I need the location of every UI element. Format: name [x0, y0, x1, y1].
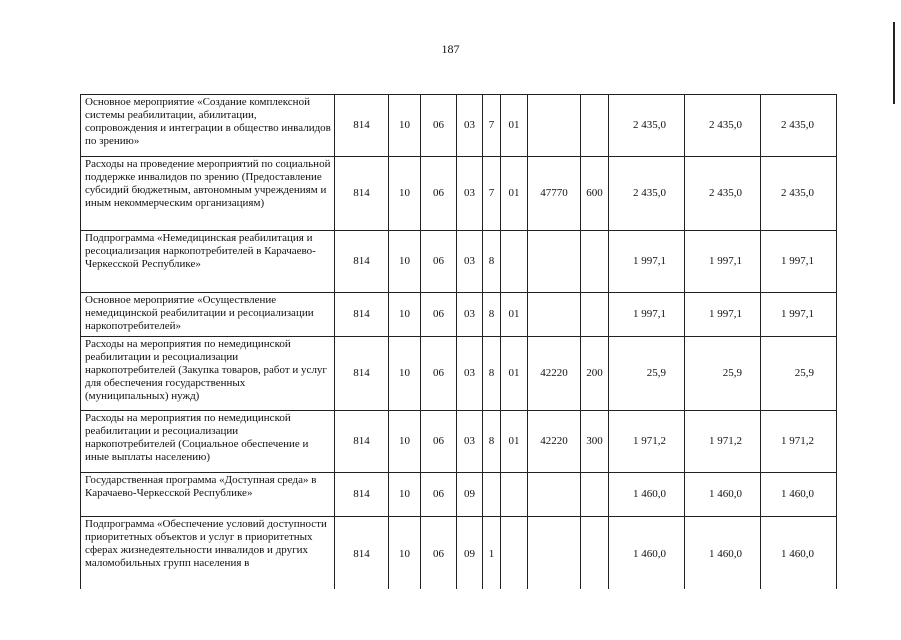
- expense-type-code: [581, 517, 609, 593]
- row-name: Подпрограмма «Обеспечение условий доступности приоритетных объектов и услуг в приоритетных сферах жизнедеятельности инвалидов и других маломобильных групп населения в: [81, 517, 335, 593]
- expense-type-code: [581, 473, 609, 517]
- amount-year-3: 1 997,1: [761, 231, 837, 293]
- table-row: [81, 411, 837, 473]
- subsection-code: 06: [421, 231, 457, 293]
- subsection-code: 06: [421, 95, 457, 157]
- amount-year-1: 1 971,2: [609, 411, 685, 473]
- grbs-code: 814: [335, 517, 389, 593]
- table-row: [81, 157, 837, 231]
- target-article-code: [528, 293, 581, 337]
- event-code: [501, 517, 528, 593]
- amount-year-2: 2 435,0: [685, 95, 761, 157]
- row-name: Государственная программа «Доступная среда» в Карачаево-Черкесской Республике»: [81, 473, 335, 517]
- amount-year-1: 2 435,0: [609, 95, 685, 157]
- amount-year-2: 1 460,0: [685, 517, 761, 593]
- target-article-code: [528, 231, 581, 293]
- subsection-code: 06: [421, 157, 457, 231]
- grbs-code: 814: [335, 293, 389, 337]
- target-article-code: 42220: [528, 337, 581, 411]
- target-article-code: [528, 95, 581, 157]
- amount-year-1: 2 435,0: [609, 157, 685, 231]
- amount-year-1: 1 460,0: [609, 517, 685, 593]
- row-name: Основное мероприятие «Осуществление немедицинской реабилитации и ресоциализации наркопотребителей»: [81, 293, 335, 337]
- subprogram-code: 7: [483, 95, 501, 157]
- amount-year-3: 2 435,0: [761, 157, 837, 231]
- expense-type-code: [581, 293, 609, 337]
- amount-year-2: 1 997,1: [685, 293, 761, 337]
- row-name: Расходы на мероприятия по немедицинской реабилитации и ресоциализации наркопотребителей (Закупка товаров, работ и услуг для обеспечения государственных (муниципальных) нужд): [81, 337, 335, 411]
- row-name: Расходы на проведение мероприятий по социальной поддержке инвалидов по зрению (Предоставление субсидий бюджетным, автономным учреждениям и иным некоммерческим организациям): [81, 157, 335, 231]
- subprogram-code: 8: [483, 293, 501, 337]
- program-code: 03: [457, 95, 483, 157]
- program-code: 03: [457, 293, 483, 337]
- expense-type-code: 600: [581, 157, 609, 231]
- amount-year-1: 1 997,1: [609, 231, 685, 293]
- event-code: 01: [501, 95, 528, 157]
- program-code: 09: [457, 517, 483, 593]
- amount-year-3: 1 460,0: [761, 517, 837, 593]
- section-code: 10: [389, 337, 421, 411]
- event-code: 01: [501, 337, 528, 411]
- event-code: [501, 231, 528, 293]
- program-code: 03: [457, 231, 483, 293]
- target-article-code: [528, 517, 581, 593]
- amount-year-2: 25,9: [685, 337, 761, 411]
- section-code: 10: [389, 473, 421, 517]
- section-code: 10: [389, 517, 421, 593]
- subprogram-code: 7: [483, 157, 501, 231]
- amount-year-2: 2 435,0: [685, 157, 761, 231]
- subsection-code: 06: [421, 517, 457, 593]
- subprogram-code: [483, 473, 501, 517]
- grbs-code: 814: [335, 337, 389, 411]
- grbs-code: 814: [335, 231, 389, 293]
- table-row: [81, 337, 837, 411]
- subprogram-code: 1: [483, 517, 501, 593]
- expense-type-code: 300: [581, 411, 609, 473]
- subsection-code: 06: [421, 473, 457, 517]
- grbs-code: 814: [335, 157, 389, 231]
- program-code: 09: [457, 473, 483, 517]
- target-article-code: [528, 473, 581, 517]
- event-code: 01: [501, 411, 528, 473]
- expense-type-code: [581, 95, 609, 157]
- grbs-code: 814: [335, 411, 389, 473]
- expense-type-code: [581, 231, 609, 293]
- subprogram-code: 8: [483, 411, 501, 473]
- table-row: [81, 231, 837, 293]
- program-code: 03: [457, 337, 483, 411]
- target-article-code: 47770: [528, 157, 581, 231]
- target-article-code: 42220: [528, 411, 581, 473]
- subsection-code: 06: [421, 411, 457, 473]
- amount-year-3: 2 435,0: [761, 95, 837, 157]
- event-code: 01: [501, 293, 528, 337]
- section-code: 10: [389, 95, 421, 157]
- subsection-code: 06: [421, 337, 457, 411]
- row-name: Основное мероприятие «Создание комплексной системы реабилитации, абилитации, сопровождения и интеграции в общество инвалидов по зрению»: [81, 95, 335, 157]
- expense-type-code: 200: [581, 337, 609, 411]
- amount-year-2: 1 971,2: [685, 411, 761, 473]
- subsection-code: 06: [421, 293, 457, 337]
- amount-year-1: 1 997,1: [609, 293, 685, 337]
- program-code: 03: [457, 157, 483, 231]
- table-row: [81, 95, 837, 157]
- amount-year-2: 1 997,1: [685, 231, 761, 293]
- amount-year-1: 1 460,0: [609, 473, 685, 517]
- page-bottom-margin: [79, 589, 839, 640]
- event-code: 01: [501, 157, 528, 231]
- row-name: Расходы на мероприятия по немедицинской реабилитации и ресоциализации наркопотребителей (Социальное обеспечение и иные выплаты населению): [81, 411, 335, 473]
- subprogram-code: 8: [483, 337, 501, 411]
- table-row: [81, 517, 837, 593]
- amount-year-1: 25,9: [609, 337, 685, 411]
- section-code: 10: [389, 231, 421, 293]
- grbs-code: 814: [335, 473, 389, 517]
- table-row: [81, 293, 837, 337]
- amount-year-3: 1 460,0: [761, 473, 837, 517]
- amount-year-3: 1 971,2: [761, 411, 837, 473]
- table-row: [81, 473, 837, 517]
- amount-year-2: 1 460,0: [685, 473, 761, 517]
- grbs-code: 814: [335, 95, 389, 157]
- subprogram-code: 8: [483, 231, 501, 293]
- row-name: Подпрограмма «Немедицинская реабилитация и ресоциализация наркопотребителей в Карачаево-Черкесской Республике»: [81, 231, 335, 293]
- section-code: 10: [389, 157, 421, 231]
- amount-year-3: 25,9: [761, 337, 837, 411]
- section-code: 10: [389, 293, 421, 337]
- amount-year-3: 1 997,1: [761, 293, 837, 337]
- event-code: [501, 473, 528, 517]
- program-code: 03: [457, 411, 483, 473]
- budget-table: [80, 94, 837, 593]
- page-number: 187: [441, 42, 460, 56]
- section-code: 10: [389, 411, 421, 473]
- scan-edge-mark: [893, 22, 895, 104]
